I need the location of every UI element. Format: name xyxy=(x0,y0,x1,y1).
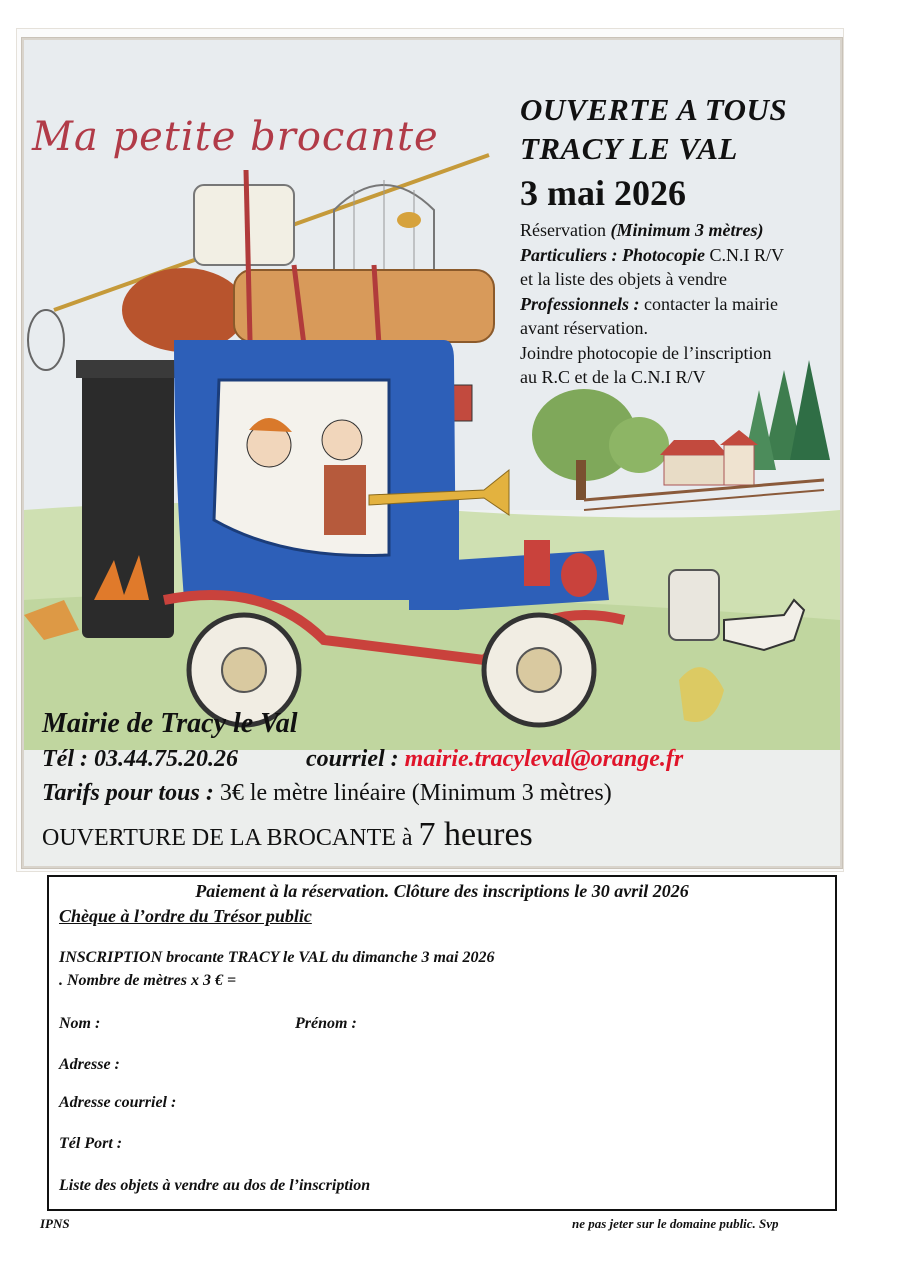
particuliers-label: Particuliers : Photocopie xyxy=(520,244,705,265)
opening-text: OUVERTURE DE LA BROCANTE à xyxy=(42,825,413,851)
cheque-notice: Chèque à l’ordre du Trésor public xyxy=(59,906,312,926)
joindre-line2: au R.C et de la C.N.I R/V xyxy=(520,367,706,387)
professionnels-text2: avant réservation. xyxy=(520,318,648,338)
phone-number: Tél : 03.44.75.20.26 xyxy=(42,746,238,772)
tarifs-line xyxy=(42,780,612,807)
email-line xyxy=(306,746,683,773)
opening-line xyxy=(42,816,533,854)
nom-field[interactable]: Nom : xyxy=(59,1015,101,1032)
prenom-field[interactable]: Prénom : xyxy=(295,1015,357,1032)
opening-hour: 7 heures xyxy=(418,816,533,853)
professionnels-label: Professionnels : xyxy=(520,293,640,314)
registration-form xyxy=(47,875,837,1211)
metres-field[interactable]: . Nombre de mètres x 3 € = xyxy=(59,972,237,989)
adresse-field[interactable]: Adresse : xyxy=(59,1056,120,1073)
joindre-line1: Joindre photocopie de l’inscription xyxy=(520,342,772,363)
event-date: 3 mai 2026 xyxy=(520,173,686,213)
email-address[interactable]: mairie.tracyleval@orange.fr xyxy=(404,746,684,772)
poster xyxy=(22,38,842,868)
footer-ipns: IPNS xyxy=(40,1216,70,1231)
headline-open-to-all: OUVERTE A TOUS xyxy=(520,92,788,127)
email-field[interactable]: Adresse courriel : xyxy=(59,1094,177,1111)
reservation-label: Réservation xyxy=(520,220,606,240)
payment-notice: Paiement à la réservation. Clôture des inscriptions le 30 avril 2026 xyxy=(195,881,689,901)
reservation-info xyxy=(520,218,830,390)
tarifs-text: 3€ le mètre linéaire (Minimum 3 mètres) xyxy=(219,780,612,806)
mairie-title: Mairie de Tracy le Val xyxy=(42,708,298,739)
headline-town: TRACY LE VAL xyxy=(520,131,738,166)
tarifs-label: Tarifs pour tous : xyxy=(42,780,214,806)
reservation-note: (Minimum 3 mètres) xyxy=(610,220,764,240)
professionnels-text: contacter la mairie xyxy=(644,293,778,314)
footer-notice: ne pas jeter sur le domaine public. Svp xyxy=(572,1216,779,1231)
particuliers-text2: et la liste des objets à vendre xyxy=(520,269,727,289)
poster-brand-title: Ma petite brocante xyxy=(32,114,439,160)
email-label: courriel : xyxy=(306,746,399,772)
inscription-title: INSCRIPTION brocante TRACY le VAL du dimanche 3 mai 2026 xyxy=(59,949,495,966)
items-list-note: Liste des objets à vendre au dos de l’inscription xyxy=(59,1177,371,1194)
particuliers-text: C.N.I R/V xyxy=(709,244,784,265)
phone-field[interactable]: Tél Port : xyxy=(59,1135,123,1152)
